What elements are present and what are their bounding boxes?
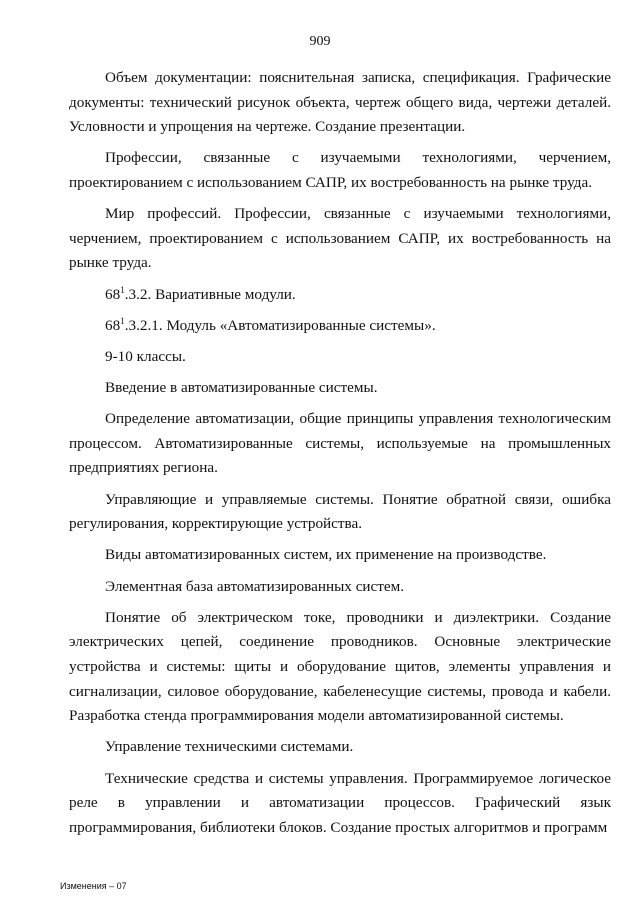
topic-heading: Управление техническими системами. — [105, 738, 354, 756]
footer-note: Изменения – 07 — [60, 881, 127, 891]
document-body — [69, 66, 611, 847]
paragraph: Управляющие и управляемые системы. Понятие обратной связи, ошибка регулирования, корректирующие устройства. — [69, 490, 611, 533]
paragraph: Понятие об электрическом токе, проводники и диэлектрики. Создание электрических цепей, соединение проводников. Основные электрические устройства и системы: щиты и оборудование щитов, элементы управления и сигнализации, силовое оборудование, кабеленесущие системы, провода и кабели. Разработка стенда программирования модели автоматизированной системы. — [69, 608, 611, 725]
paragraph: Технические средства и системы управления. Программируемое логическое реле в управлении и автоматизации процессов. Графический язык программирования, библиотеки блоков. Создание простых алгоритмов и программ — [69, 769, 611, 836]
page-number: 909 — [309, 34, 331, 49]
topic-heading: Элементная база автоматизированных систем. — [105, 577, 405, 595]
paragraph: Профессии, связанные с изучаемыми технологиями, черчением, проектированием с использованием САПР, их востребованность на рынке труда. — [69, 149, 611, 191]
paragraph: Объем документации: пояснительная записка, спецификация. Графические документы: технический рисунок объекта, чертеж общего вида, чертежи деталей. Условности и упрощения на чертеже. Создание презентации. — [69, 69, 611, 136]
paragraph: Определение автоматизации, общие принципы управления технологическим процессом. Автоматизированные системы, используемые на промышленных предприятиях региона. — [69, 410, 611, 477]
module-heading: $68^1.3.2.1$. Модуль «Автоматизированные системы». — [105, 315, 436, 334]
section-heading: $68^1.3.2$. Вариативные модули. — [105, 284, 296, 303]
paragraph: Виды автоматизированных систем, их применение на производстве. — [105, 546, 547, 564]
paragraph: Мир профессий. Профессии, связанные с изучаемыми технологиями, черчением, проектированием с использованием САПР, их востребованность на рынке труда. — [69, 205, 611, 272]
grade-label: 9-10 классы. — [105, 347, 186, 365]
topic-heading: Введение в автоматизированные системы. — [105, 379, 378, 397]
